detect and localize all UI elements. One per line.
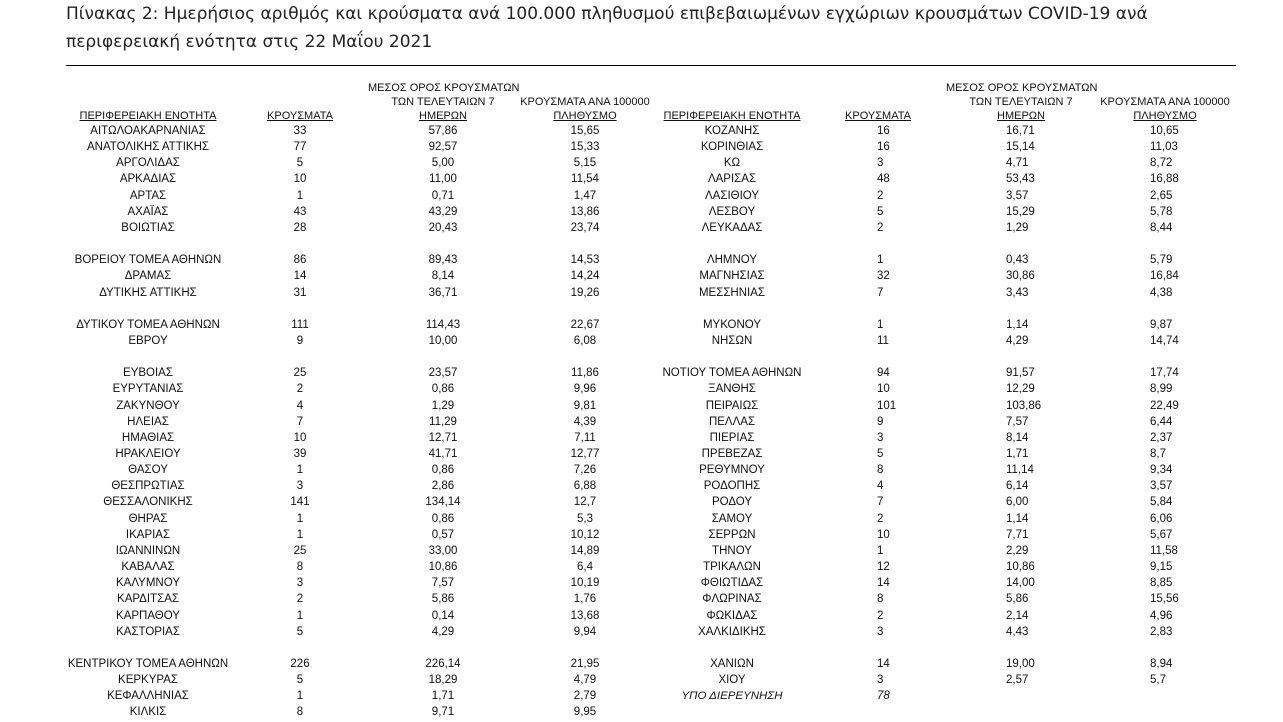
right-cell-per100k: 8,7	[1150, 448, 1166, 460]
right-cell-region: ΡΕΘΥΜΝΟΥ	[699, 464, 765, 477]
left-cell-region: ΘΑΣΟΥ	[128, 464, 168, 477]
left-cell-avg7: 18,29	[428, 674, 458, 687]
right-cell-avg7: 53,43	[1006, 173, 1035, 186]
left-cell-avg7: 226,14	[425, 657, 461, 670]
left-cell-cases: 7	[296, 415, 304, 428]
header-per100k-line2: ΠΛΗΘΥΣΜΟ	[1133, 110, 1197, 122]
left-cell-cases: 2	[296, 383, 304, 396]
right-cell-avg7: 10,86	[1006, 561, 1035, 574]
right-cell-avg7: 4,29	[1006, 334, 1029, 347]
left-cell-per100k: 7,26	[573, 464, 597, 477]
right-cell-avg7: 30,86	[1006, 270, 1035, 283]
right-cell-region: ΚΟΖΑΝΗΣ	[704, 125, 760, 137]
left-cell-region: ΔΥΤΙΚΟΥ ΤΟΜΕΑ ΑΘΗΝΩΝ	[76, 318, 220, 331]
left-cell-region: ΙΚΑΡΙΑΣ	[125, 528, 171, 541]
right-cell-region: ΡΟΔΟΥ	[711, 496, 753, 509]
header-avg-line1: ΜΕΣΟΣ ΟΡΟΣ ΚΡΟΥΣΜΑΤΩΝ	[368, 82, 520, 94]
right-cell-per100k: 5,84	[1150, 496, 1173, 509]
left-cell-per100k: 9,94	[573, 625, 597, 638]
left-cell-avg7: 0,86	[431, 383, 455, 396]
left-cell-cases: 5	[296, 674, 304, 687]
left-cell-cases: 3	[296, 480, 304, 493]
right-cell-region: ΚΩ	[723, 157, 741, 170]
right-cell-avg7: 103,86	[1006, 399, 1042, 412]
right-cell-avg7: 1,71	[1006, 448, 1029, 460]
left-cell-per100k: 11,54	[571, 173, 599, 186]
right-cell-region: ΛΕΥΚΑΔΑΣ	[701, 221, 763, 234]
left-cell-avg7: 0,14	[431, 609, 455, 622]
right-cell-region: ΜΕΣΣΗΝΙΑΣ	[698, 286, 766, 299]
right-cell-per100k: 8,72	[1150, 157, 1173, 170]
right-cell-avg7: 15,29	[1006, 205, 1035, 218]
right-cell-cases: 9	[877, 415, 884, 428]
left-cell-region: ΚΕΡΚΥΡΑΣ	[118, 674, 178, 687]
left-header-per100k	[510, 95, 660, 123]
right-cell-cases: 5	[877, 448, 884, 460]
left-cell-avg7: 11,00	[429, 173, 457, 186]
header-avg-line2: ΤΩΝ ΤΕΛΕΥΤΑΙΩΝ 7	[969, 96, 1073, 108]
left-cell-avg7: 1,29	[431, 399, 455, 412]
left-cell-cases: 141	[290, 496, 310, 509]
right-cell-avg7: 1,14	[1006, 318, 1029, 331]
left-cell-cases: 1	[296, 189, 304, 202]
right-cell-per100k: 15,56	[1150, 593, 1179, 606]
left-cell-avg7: 23,57	[428, 367, 458, 380]
right-cell-region: ΠΙΕΡΙΑΣ	[709, 431, 755, 444]
right-cell-region: ΛΑΣΙΘΙΟΥ	[704, 189, 760, 202]
left-cell-per100k: 13,68	[570, 609, 600, 622]
right-cell-cases: 2	[877, 512, 884, 525]
right-cell-cases: 3	[877, 674, 884, 687]
left-cell-region: ΘΗΡΑΣ	[128, 512, 168, 525]
right-cell-cases: 10	[877, 528, 890, 541]
left-cell-avg7: 0,71	[431, 189, 455, 202]
right-cell-per100k: 2,83	[1150, 625, 1173, 638]
right-cell-cases: 94	[877, 367, 890, 380]
left-header-region	[78, 109, 218, 123]
right-cell-cases: 16	[877, 125, 890, 137]
header-region-label: ΠΕΡΙΦΕΡΕΙΑΚΗ ΕΝΟΤΗΤΑ	[663, 110, 801, 122]
right-cell-cases: 3	[877, 157, 884, 170]
right-cell-region: ΛΑΡΙΣΑΣ	[707, 173, 757, 186]
left-cell-per100k: 9,81	[573, 399, 597, 412]
left-cell-cases: 1	[296, 464, 304, 477]
right-cell-avg7: 3,57	[1006, 189, 1029, 202]
header-cases-label: ΚΡΟΥΣΜΑΤΑ	[845, 110, 911, 122]
left-cell-cases: 8	[296, 561, 304, 574]
left-cell-cases: 1	[296, 512, 304, 525]
left-cell-region: ΚΑΡΠΑΘΟΥ	[116, 609, 180, 622]
left-cell-cases: 31	[293, 286, 307, 299]
right-cell-region: ΝΟΤΙΟΥ ΤΟΜΕΑ ΑΘΗΝΩΝ	[662, 367, 802, 380]
left-cell-avg7: 114,43	[425, 318, 461, 331]
right-cell-per100k: 16,88	[1150, 173, 1179, 186]
right-cell-avg7: 19,00	[1006, 657, 1035, 670]
left-cell-avg7: 0,57	[431, 528, 455, 541]
header-cases-label: ΚΡΟΥΣΜΑΤΑ	[267, 110, 333, 122]
right-cell-region: ΦΛΩΡΙΝΑΣ	[702, 593, 762, 606]
right-cell-avg7: 2,29	[1006, 544, 1029, 557]
left-cell-region: ΔΥΤΙΚΗΣ ΑΤΤΙΚΗΣ	[99, 286, 197, 299]
right-cell-per100k: 11,03	[1150, 141, 1178, 154]
left-cell-region: ΚΑΛΥΜΝΟΥ	[116, 577, 180, 590]
right-header-per100k	[1090, 95, 1240, 123]
right-cell-per100k: 14,74	[1150, 334, 1179, 347]
right-cell-per100k: 8,44	[1150, 221, 1173, 234]
left-cell-per100k: 5,15	[573, 157, 597, 170]
right-cell-region: ΤΗΝΟΥ	[712, 544, 752, 557]
left-cell-per100k: 19,26	[570, 286, 600, 299]
left-cell-per100k: 14,24	[570, 270, 600, 283]
left-cell-per100k: 7,11	[574, 431, 596, 444]
left-cell-per100k: 21,95	[570, 657, 600, 670]
right-cell-region: ΦΘΙΩΤΙΔΑΣ	[700, 577, 764, 590]
left-cell-cases: 10	[293, 173, 307, 186]
right-cell-cases: 16	[877, 141, 890, 154]
left-cell-cases: 33	[293, 125, 307, 137]
header-avg-line2: ΤΩΝ ΤΕΛΕΥΤΑΙΩΝ 7	[391, 96, 495, 108]
left-cell-avg7: 0,86	[431, 512, 455, 525]
left-cell-region: ΑΡΚΑΔΙΑΣ	[119, 173, 177, 186]
right-cell-cases: 48	[877, 173, 890, 186]
right-cell-per100k: 6,44	[1150, 415, 1173, 428]
left-cell-cases: 28	[293, 221, 307, 234]
right-cell-cases: 10	[877, 383, 890, 396]
right-cell-region: ΧΑΛΚΙΔΙΚΗΣ	[698, 625, 766, 638]
right-cell-avg7: 14,00	[1006, 577, 1035, 590]
left-cell-region: ΘΕΣΣΑΛΟΝΙΚΗΣ	[103, 496, 193, 509]
left-cell-cases: 86	[293, 254, 307, 267]
right-cell-cases: 12	[877, 561, 890, 574]
left-cell-cases: 14	[293, 270, 307, 283]
left-header-avg	[368, 81, 518, 123]
left-cell-per100k: 15,33	[570, 141, 600, 154]
right-cell-region: ΠΡΕΒΕΖΑΣ	[701, 448, 763, 460]
right-cell-cases: 4	[877, 480, 884, 493]
left-cell-per100k: 22,67	[570, 318, 600, 331]
right-cell-cases: 8	[877, 464, 884, 477]
left-cell-region: ΑΡΤΑΣ	[129, 189, 167, 202]
left-cell-avg7: 5,86	[431, 593, 455, 606]
left-cell-region: ΙΩΑΝΝΙΝΩΝ	[115, 544, 181, 557]
right-cell-region: ΥΠΟ ΔΙΕΡΕΥΝΗΣΗ	[681, 690, 783, 703]
right-cell-per100k: 5,7	[1150, 674, 1166, 687]
right-cell-per100k: 2,65	[1150, 189, 1173, 202]
left-cell-per100k: 13,86	[570, 205, 600, 218]
table-title: Πίνακας 2: Ημερήσιος αριθμός και κρούσματα ανά 100.000 πληθυσμού επιβεβαιωμένων εγχώριων κρουσμάτων COVID-19 ανά περιφερειακή ενότητα στις 22 Μαΐου 2021	[66, 4, 1148, 52]
right-cell-avg7: 8,14	[1006, 431, 1029, 444]
left-cell-cases: 1	[296, 690, 304, 703]
left-cell-avg7: 43,29	[428, 205, 458, 218]
right-cell-avg7: 7,57	[1006, 415, 1029, 428]
right-cell-cases: 14	[877, 577, 890, 590]
right-cell-region: ΧΑΝΙΩΝ	[710, 657, 754, 670]
right-cell-cases: 1	[877, 318, 884, 331]
left-cell-region: ΑΡΓΟΛΙΔΑΣ	[116, 157, 180, 170]
left-cell-region: ΑΙΤΩΛΟΑΚΑΡΝΑΝΙΑΣ	[90, 125, 206, 137]
left-cell-avg7: 10,86	[428, 561, 458, 574]
left-cell-region: ΚΕΝΤΡΙΚΟΥ ΤΟΜΕΑ ΑΘΗΝΩΝ	[67, 657, 229, 670]
right-cell-avg7: 1,29	[1006, 221, 1029, 234]
right-cell-cases: 11	[877, 334, 889, 347]
left-cell-cases: 4	[296, 399, 304, 412]
left-cell-region: ΚΙΛΚΙΣ	[129, 706, 167, 719]
left-cell-cases: 25	[293, 544, 307, 557]
header-region-label: ΠΕΡΙΦΕΡΕΙΑΚΗ ΕΝΟΤΗΤΑ	[79, 110, 217, 122]
right-cell-cases: 2	[877, 221, 884, 234]
right-cell-per100k: 8,99	[1150, 383, 1173, 396]
left-cell-avg7: 41,71	[428, 448, 458, 460]
right-cell-region: ΛΕΣΒΟΥ	[708, 205, 756, 218]
left-cell-per100k: 10,12	[570, 528, 600, 541]
left-cell-cases: 43	[293, 205, 307, 218]
left-cell-avg7: 0,86	[431, 464, 455, 477]
right-cell-avg7: 12,29	[1006, 383, 1035, 396]
left-cell-avg7: 8,14	[431, 270, 455, 283]
left-cell-per100k: 4,39	[573, 415, 597, 428]
right-cell-avg7: 15,14	[1006, 141, 1035, 154]
right-cell-avg7: 1,14	[1006, 512, 1029, 525]
left-cell-per100k: 14,53	[570, 254, 600, 267]
right-cell-avg7: 6,14	[1006, 480, 1029, 493]
left-cell-region: ΗΡΑΚΛΕΙΟΥ	[115, 448, 181, 460]
left-cell-per100k: 1,47	[573, 189, 597, 202]
right-cell-cases: 3	[877, 625, 884, 638]
right-cell-per100k: 16,84	[1150, 270, 1179, 283]
right-cell-avg7: 16,71	[1006, 125, 1035, 137]
left-cell-avg7: 7,57	[431, 577, 455, 590]
right-cell-per100k: 4,96	[1150, 609, 1173, 622]
left-cell-cases: 1	[296, 609, 304, 622]
right-cell-cases: 32	[877, 270, 890, 283]
left-cell-region: ΚΑΣΤΟΡΙΑΣ	[116, 625, 180, 638]
left-cell-region: ΗΜΑΘΙΑΣ	[121, 431, 175, 444]
left-cell-cases: 10	[293, 431, 307, 444]
left-cell-per100k: 6,4	[577, 561, 593, 574]
left-cell-per100k: 12,77	[570, 448, 600, 460]
right-cell-region: ΠΕΛΛΑΣ	[708, 415, 756, 428]
right-cell-avg7: 4,71	[1006, 157, 1029, 170]
right-cell-region: ΜΑΓΝΗΣΙΑΣ	[699, 270, 765, 283]
left-cell-avg7: 36,71	[428, 286, 458, 299]
left-cell-avg7: 1,71	[431, 690, 455, 703]
right-cell-cases: 101	[877, 399, 897, 412]
right-cell-per100k: 22,49	[1150, 399, 1179, 412]
left-cell-cases: 5	[296, 157, 304, 170]
left-cell-per100k: 9,95	[573, 706, 597, 719]
right-cell-per100k: 5,78	[1150, 205, 1173, 218]
left-cell-avg7: 11,29	[429, 415, 457, 428]
right-cell-avg7: 2,14	[1006, 609, 1029, 622]
right-cell-cases: 78	[877, 690, 890, 703]
right-cell-region: ΛΗΜΝΟΥ	[706, 254, 758, 267]
left-cell-region: ΕΥΒΟΙΑΣ	[123, 367, 173, 380]
right-cell-per100k: 8,94	[1150, 657, 1173, 670]
left-cell-avg7: 2,86	[431, 480, 455, 493]
right-cell-per100k: 9,34	[1150, 464, 1173, 477]
left-cell-per100k: 15,65	[570, 125, 600, 137]
right-cell-cases: 8	[877, 593, 884, 606]
right-cell-region: ΤΡΙΚΑΛΩΝ	[703, 561, 761, 574]
left-cell-region: ΕΥΡΥΤΑΝΙΑΣ	[112, 383, 184, 396]
right-cell-per100k: 4,38	[1150, 286, 1173, 299]
left-cell-per100k: 9,96	[573, 383, 597, 396]
left-cell-region: ΗΛΕΙΑΣ	[127, 415, 169, 428]
left-cell-per100k: 23,74	[570, 221, 600, 234]
right-cell-cases: 2	[877, 609, 884, 622]
right-cell-cases: 3	[877, 431, 884, 444]
right-cell-avg7: 3,43	[1006, 286, 1029, 299]
right-cell-cases: 7	[877, 286, 884, 299]
left-cell-cases: 111	[291, 318, 309, 331]
left-cell-per100k: 10,19	[570, 577, 600, 590]
left-cell-region: ΒΟΡΕΙΟΥ ΤΟΜΕΑ ΑΘΗΝΩΝ	[74, 254, 222, 267]
left-cell-avg7: 57,86	[428, 125, 458, 137]
right-cell-avg7: 4,43	[1006, 625, 1029, 638]
header-avg-line3: ΗΜΕΡΩΝ	[997, 110, 1045, 122]
right-cell-region: ΧΙΟΥ	[718, 674, 746, 687]
left-cell-cases: 77	[293, 141, 307, 154]
right-cell-cases: 1	[877, 544, 884, 557]
right-cell-region: ΣΕΡΡΩΝ	[708, 528, 756, 541]
left-cell-per100k: 14,89	[570, 544, 600, 557]
left-cell-avg7: 9,71	[431, 706, 455, 719]
left-cell-region: ΚΕΦΑΛΛΗΝΙΑΣ	[107, 690, 189, 703]
left-cell-avg7: 12,71	[428, 431, 458, 444]
left-cell-cases: 3	[296, 577, 304, 590]
left-cell-avg7: 20,43	[428, 221, 458, 234]
right-cell-cases: 5	[877, 205, 884, 218]
right-cell-cases: 1	[877, 254, 884, 267]
right-cell-per100k: 8,85	[1150, 577, 1173, 590]
right-cell-region: ΞΑΝΘΗΣ	[708, 383, 756, 396]
right-cell-per100k: 9,15	[1150, 561, 1173, 574]
right-cell-per100k: 3,57	[1150, 480, 1173, 493]
left-cell-cases: 5	[296, 625, 304, 638]
left-cell-per100k: 5,3	[577, 512, 593, 525]
left-cell-avg7: 5,00	[431, 157, 455, 170]
header-avg-line3: ΗΜΕΡΩΝ	[419, 110, 467, 122]
right-header-cases	[840, 109, 916, 123]
right-cell-cases: 7	[877, 496, 884, 509]
left-cell-avg7: 10,00	[428, 334, 458, 347]
left-header-cases	[262, 109, 338, 123]
right-cell-per100k: 9,87	[1150, 318, 1173, 331]
right-cell-region: ΚΟΡΙΝΘΙΑΣ	[700, 141, 764, 154]
right-header-region	[662, 109, 802, 123]
right-cell-avg7: 2,57	[1006, 674, 1029, 687]
right-cell-per100k: 10,65	[1150, 125, 1179, 137]
left-cell-avg7: 89,43	[428, 254, 458, 267]
left-cell-cases: 2	[296, 593, 304, 606]
right-header-avg	[946, 81, 1096, 123]
right-cell-cases: 14	[877, 657, 890, 670]
right-cell-avg7: 91,57	[1006, 367, 1035, 380]
right-cell-per100k: 6,06	[1150, 512, 1173, 525]
left-cell-region: ΑΝΑΤΟΛΙΚΗΣ ΑΤΤΙΚΗΣ	[86, 141, 210, 154]
header-per100k-line1: ΚΡΟΥΣΜΑΤΑ ΑΝΑ 100000	[520, 96, 650, 108]
right-cell-cases: 2	[877, 189, 884, 202]
left-cell-per100k: 6,88	[573, 480, 597, 493]
right-cell-region: ΜΥΚΟΝΟΥ	[702, 318, 762, 331]
left-cell-cases: 226	[290, 657, 310, 670]
left-cell-cases: 8	[296, 706, 304, 719]
header-avg-line1: ΜΕΣΟΣ ΟΡΟΣ ΚΡΟΥΣΜΑΤΩΝ	[946, 82, 1098, 94]
left-cell-cases: 9	[296, 334, 304, 347]
left-cell-per100k: 11,86	[571, 367, 599, 380]
left-cell-region: ΚΑΒΑΛΑΣ	[121, 561, 175, 574]
right-cell-avg7: 7,71	[1006, 528, 1029, 541]
left-cell-avg7: 33,00	[428, 544, 458, 557]
left-cell-region: ΚΑΡΔΙΤΣΑΣ	[117, 593, 179, 606]
left-cell-avg7: 4,29	[431, 625, 455, 638]
left-cell-avg7: 134,14	[425, 496, 461, 509]
left-cell-region: ΔΡΑΜΑΣ	[124, 270, 172, 283]
left-cell-region: ΕΒΡΟΥ	[128, 334, 168, 347]
right-cell-avg7: 5,86	[1006, 593, 1029, 606]
right-cell-region: ΡΟΔΟΠΗΣ	[703, 480, 761, 493]
header-per100k-line1: ΚΡΟΥΣΜΑΤΑ ΑΝΑ 100000	[1100, 96, 1230, 108]
left-cell-cases: 25	[293, 367, 307, 380]
right-cell-avg7: 6,00	[1006, 496, 1029, 509]
left-cell-cases: 1	[296, 528, 304, 541]
right-cell-region: ΣΑΜΟΥ	[711, 512, 753, 525]
left-cell-region: ΖΑΚΥΝΘΟΥ	[116, 399, 180, 412]
header-per100k-line2: ΠΛΗΘΥΣΜΟ	[553, 110, 617, 122]
right-cell-region: ΦΩΚΙΔΑΣ	[706, 609, 758, 622]
left-cell-per100k: 12,7	[573, 496, 597, 509]
left-cell-per100k: 6,08	[573, 334, 597, 347]
left-cell-per100k: 4,79	[573, 674, 597, 687]
left-cell-per100k: 1,76	[573, 593, 597, 606]
left-cell-region: ΘΕΣΠΡΩΤΙΑΣ	[111, 480, 185, 493]
left-cell-per100k: 2,79	[573, 690, 597, 703]
right-cell-per100k: 5,79	[1150, 254, 1173, 267]
right-cell-per100k: 2,37	[1150, 431, 1173, 444]
right-cell-region: ΝΗΣΩΝ	[711, 334, 753, 347]
left-cell-avg7: 92,57	[428, 141, 458, 154]
right-cell-per100k: 17,74	[1150, 367, 1179, 380]
right-cell-region: ΠΕΙΡΑΙΩΣ	[705, 399, 759, 412]
right-cell-per100k: 5,67	[1150, 528, 1173, 541]
left-cell-region: ΒΟΙΩΤΙΑΣ	[121, 221, 175, 234]
right-cell-per100k: 11,58	[1150, 544, 1178, 557]
right-cell-avg7: 0,43	[1006, 254, 1029, 267]
left-cell-region: ΑΧΑΪΑΣ	[127, 205, 169, 218]
right-cell-avg7: 11,14	[1006, 464, 1034, 477]
left-cell-cases: 39	[293, 448, 307, 460]
